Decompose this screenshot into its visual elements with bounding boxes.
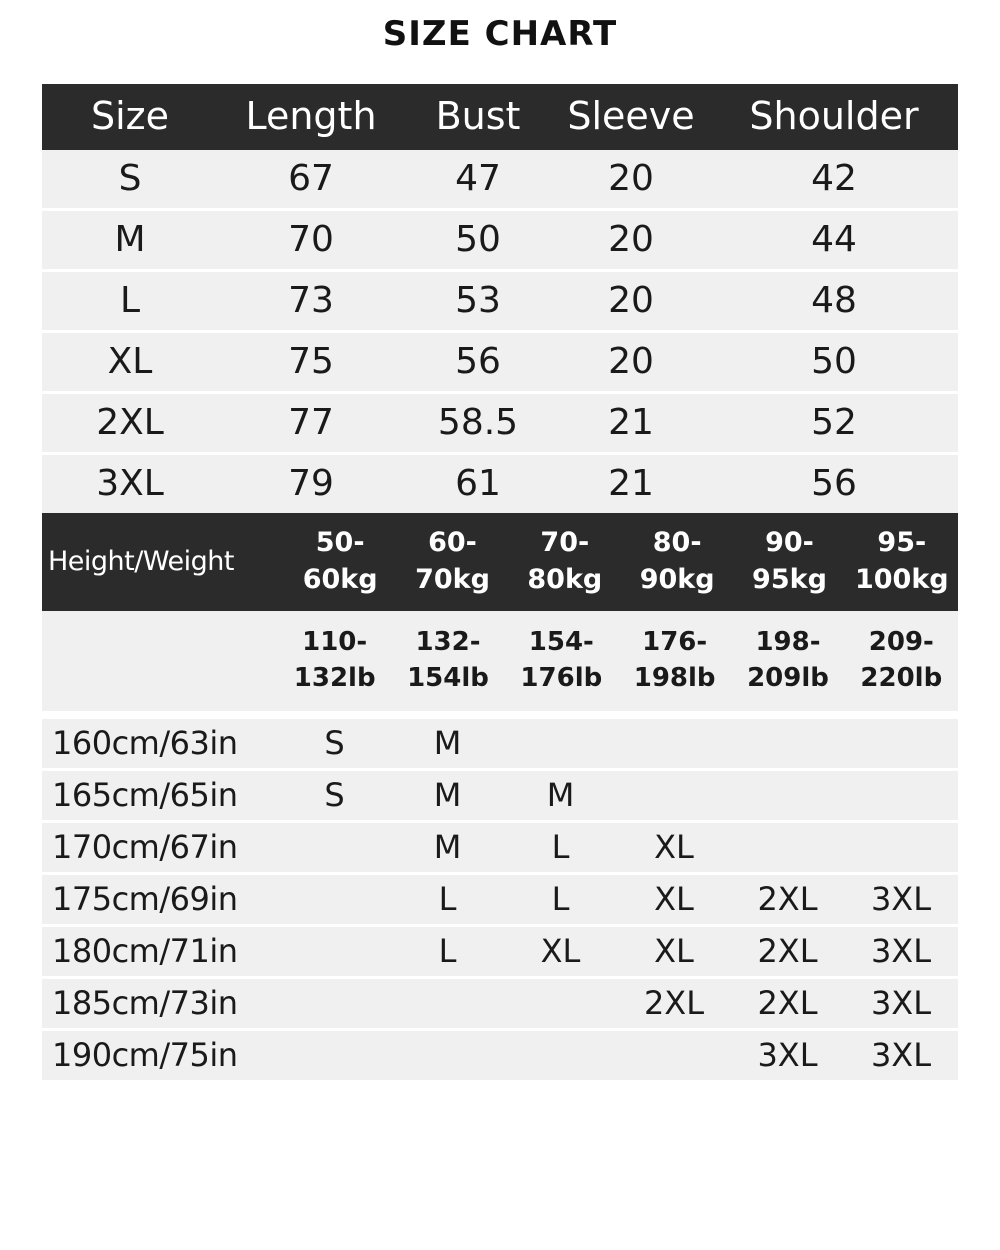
cell-size-recommendation bbox=[391, 978, 504, 1030]
cell-height: 170cm/67in bbox=[42, 822, 278, 874]
cell-length: 77 bbox=[218, 393, 404, 454]
cell-size-recommendation: 2XL bbox=[617, 978, 731, 1030]
cell-shoulder: 42 bbox=[710, 150, 958, 210]
cell-height: 185cm/73in bbox=[42, 978, 278, 1030]
cell-height: 190cm/75in bbox=[42, 1030, 278, 1081]
cell-length: 79 bbox=[218, 454, 404, 514]
table-row bbox=[42, 770, 958, 822]
cell-length: 70 bbox=[218, 210, 404, 271]
recommendation-table bbox=[42, 719, 958, 1080]
weight-range-lb: 154-176lb bbox=[520, 626, 603, 694]
cell-size-recommendation bbox=[278, 1030, 391, 1081]
cell-size-recommendation bbox=[391, 1030, 504, 1081]
cell-size-recommendation: M bbox=[391, 822, 504, 874]
height-weight-label: Height/Weight bbox=[48, 546, 234, 578]
table-row bbox=[42, 332, 958, 393]
cell-shoulder: 48 bbox=[710, 271, 958, 332]
cell-size-recommendation: XL bbox=[617, 822, 731, 874]
cell-size: 2XL bbox=[42, 393, 218, 454]
cell-size-recommendation: 3XL bbox=[844, 978, 958, 1030]
table-row bbox=[42, 978, 958, 1030]
cell-size-recommendation: L bbox=[391, 926, 504, 978]
weight-range-lb: 176-198lb bbox=[633, 626, 716, 694]
cell-size-recommendation: XL bbox=[617, 926, 731, 978]
cell-bust: 47 bbox=[404, 150, 552, 210]
weight-range-kg: 70-80kg bbox=[527, 527, 603, 596]
cell-size-recommendation bbox=[844, 770, 958, 822]
weight-range-lb: 132-154lb bbox=[407, 626, 489, 694]
page-title: SIZE CHART bbox=[382, 14, 618, 54]
weight-pounds-row bbox=[42, 611, 958, 712]
cell-shoulder: 56 bbox=[710, 454, 958, 514]
weight-range-kg: 60-70kg bbox=[415, 527, 490, 596]
cell-sleeve: 20 bbox=[552, 271, 710, 332]
cell-size-recommendation: 3XL bbox=[731, 1030, 844, 1081]
column-header-shoulder: Shoulder bbox=[710, 84, 958, 150]
cell-size-recommendation bbox=[844, 822, 958, 874]
cell-sleeve: 21 bbox=[552, 454, 710, 514]
cell-size-recommendation bbox=[731, 719, 844, 770]
cell-size-recommendation: M bbox=[391, 770, 504, 822]
cell-size-recommendation: S bbox=[278, 719, 391, 770]
cell-shoulder: 50 bbox=[710, 332, 958, 393]
cell-bust: 50 bbox=[404, 210, 552, 271]
cell-sleeve: 20 bbox=[552, 150, 710, 210]
cell-size-recommendation: L bbox=[391, 874, 504, 926]
cell-size-recommendation bbox=[844, 719, 958, 770]
weight-range-kg: 90-95kg bbox=[752, 527, 827, 596]
cell-size-recommendation bbox=[504, 1030, 617, 1081]
table-row bbox=[42, 150, 958, 210]
weight-range-kg: 80-90kg bbox=[639, 527, 715, 596]
table-row bbox=[42, 719, 958, 770]
cell-size-recommendation: M bbox=[391, 719, 504, 770]
measurements-table bbox=[42, 84, 958, 513]
weight-range-lb: 198-209lb bbox=[747, 626, 829, 694]
cell-sleeve: 21 bbox=[552, 393, 710, 454]
cell-size-recommendation bbox=[617, 1030, 731, 1081]
table-row bbox=[42, 874, 958, 926]
cell-size: L bbox=[42, 271, 218, 332]
cell-size-recommendation: 2XL bbox=[731, 978, 844, 1030]
cell-size-recommendation: 3XL bbox=[844, 1030, 958, 1081]
cell-length: 73 bbox=[218, 271, 404, 332]
cell-size-recommendation bbox=[731, 770, 844, 822]
table-row bbox=[42, 271, 958, 332]
cell-size-recommendation: S bbox=[278, 770, 391, 822]
table-row bbox=[42, 1030, 958, 1081]
cell-size-recommendation: XL bbox=[504, 926, 617, 978]
cell-size: M bbox=[42, 210, 218, 271]
cell-height: 180cm/71in bbox=[42, 926, 278, 978]
cell-size-recommendation: L bbox=[504, 822, 617, 874]
cell-size-recommendation: M bbox=[504, 770, 617, 822]
cell-size-recommendation: 3XL bbox=[844, 874, 958, 926]
measurements-header-row bbox=[42, 84, 958, 150]
cell-size-recommendation bbox=[278, 822, 391, 874]
cell-size-recommendation: 3XL bbox=[844, 926, 958, 978]
cell-size-recommendation bbox=[504, 978, 617, 1030]
weight-range-lb: 209-220lb bbox=[860, 626, 943, 694]
cell-size: 3XL bbox=[42, 454, 218, 514]
cell-length: 67 bbox=[218, 150, 404, 210]
cell-size: XL bbox=[42, 332, 218, 393]
cell-height: 160cm/63in bbox=[42, 719, 278, 770]
cell-size-recommendation bbox=[731, 822, 844, 874]
cell-shoulder: 44 bbox=[710, 210, 958, 271]
cell-size-recommendation: 2XL bbox=[731, 926, 844, 978]
cell-height: 175cm/69in bbox=[42, 874, 278, 926]
cell-size: S bbox=[42, 150, 218, 210]
height-weight-kg-cells bbox=[284, 513, 958, 611]
table-row bbox=[42, 454, 958, 514]
cell-sleeve: 20 bbox=[552, 332, 710, 393]
cell-shoulder: 52 bbox=[710, 393, 958, 454]
cell-length: 75 bbox=[218, 332, 404, 393]
cell-size-recommendation bbox=[617, 719, 731, 770]
cell-size-recommendation bbox=[278, 926, 391, 978]
weight-range-kg: 50-60kg bbox=[302, 527, 378, 596]
cell-size-recommendation: 2XL bbox=[731, 874, 844, 926]
cell-bust: 61 bbox=[404, 454, 552, 514]
cell-size-recommendation: XL bbox=[617, 874, 731, 926]
cell-size-recommendation bbox=[278, 874, 391, 926]
table-row bbox=[42, 393, 958, 454]
table-row bbox=[42, 926, 958, 978]
cell-size-recommendation bbox=[278, 978, 391, 1030]
weight-pounds-cells bbox=[278, 611, 958, 712]
weight-range-lb: 110-132lb bbox=[293, 626, 376, 694]
column-header-size: Size bbox=[42, 84, 218, 150]
table-row bbox=[42, 822, 958, 874]
cell-sleeve: 20 bbox=[552, 210, 710, 271]
height-weight-header bbox=[42, 513, 958, 611]
cell-size-recommendation: L bbox=[504, 874, 617, 926]
cell-bust: 53 bbox=[404, 271, 552, 332]
cell-size-recommendation bbox=[504, 719, 617, 770]
cell-height: 165cm/65in bbox=[42, 770, 278, 822]
column-header-bust: Bust bbox=[404, 84, 552, 150]
weight-range-kg: 95-100kg bbox=[854, 527, 949, 596]
table-row bbox=[42, 210, 958, 271]
column-header-sleeve: Sleeve bbox=[552, 84, 710, 150]
cell-bust: 56 bbox=[404, 332, 552, 393]
cell-size-recommendation bbox=[617, 770, 731, 822]
column-header-length: Length bbox=[218, 84, 404, 150]
cell-bust: 58.5 bbox=[404, 393, 552, 454]
